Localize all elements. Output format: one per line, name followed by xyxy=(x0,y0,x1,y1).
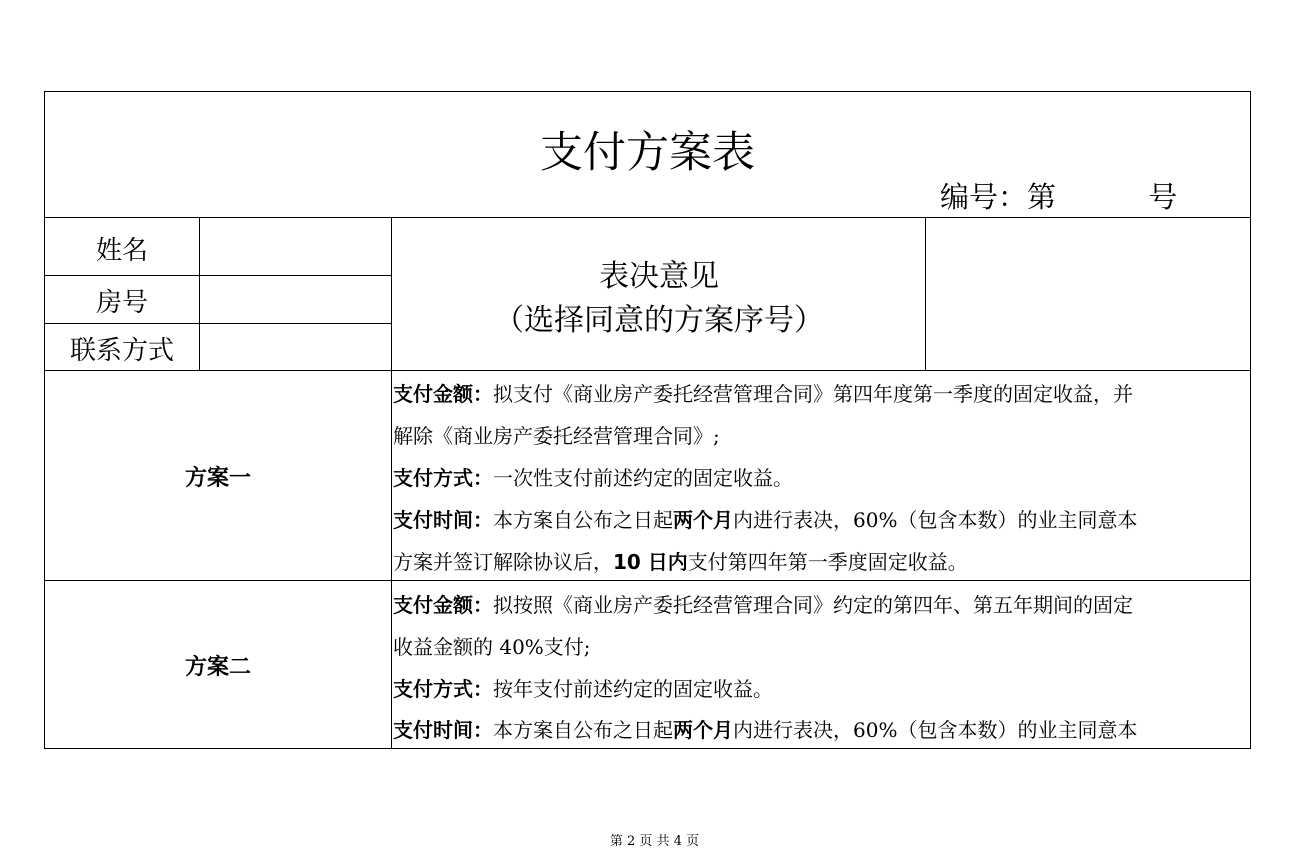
amount-text-cont: 收益金额的 40%支付; xyxy=(393,635,591,659)
plan-one-label: 方案一 xyxy=(184,466,251,491)
time-text-bold: 两个月 xyxy=(673,508,733,532)
plan-one-line xyxy=(393,373,1251,415)
method-text: 一次性支付前述约定的固定收益。 xyxy=(493,466,793,490)
method-label: 支付方式： xyxy=(393,677,493,701)
time-cont-c: 支付第四年第一季度固定收益。 xyxy=(687,550,968,574)
time-text-a: 本方案自公布之日起 xyxy=(493,718,673,742)
vote-heading xyxy=(392,258,926,340)
contact-value-cell[interactable] xyxy=(200,324,391,370)
amount-label: 支付金额： xyxy=(393,382,493,406)
time-text-bold: 两个月 xyxy=(673,718,733,742)
room-value-cell[interactable] xyxy=(200,276,391,323)
page-title: 支付方案表 xyxy=(540,128,755,178)
plan-two-line xyxy=(393,709,1251,751)
amount-text: 拟支付《商业房产委托经营管理合同》第四年度第一季度的固定收益，并 xyxy=(493,382,1133,406)
method-label: 支付方式： xyxy=(393,466,493,490)
name-label: 姓名 xyxy=(95,236,148,266)
time-cont-bold: 10 日内 xyxy=(613,550,688,574)
amount-text-cont: 解除《商业房产委托经营管理合同》; xyxy=(393,424,720,448)
plan-one-line xyxy=(393,415,1251,457)
vote-heading-line1: 表决意见 xyxy=(599,259,719,294)
plan-two-line xyxy=(393,668,1251,710)
room-label: 房号 xyxy=(95,288,148,318)
vote-heading-line2: （选择同意的方案序号） xyxy=(494,303,824,338)
table-border-left xyxy=(44,91,45,749)
plan-two-line xyxy=(393,626,1251,668)
time-text-c: 内进行表决，60%（包含本数）的业主同意本 xyxy=(733,508,1138,532)
time-cont-a: 方案并签订解除协议后， xyxy=(393,550,613,574)
plan-one-line xyxy=(393,499,1251,541)
plan-two-label: 方案二 xyxy=(184,655,251,680)
page-number: 第 2 页 共 4 页 xyxy=(609,834,700,849)
serial-number xyxy=(940,180,1177,214)
table-border-top xyxy=(44,91,1251,92)
name-value-cell[interactable] xyxy=(200,218,391,275)
plan-two-line xyxy=(393,584,1251,626)
amount-text: 拟按照《商业房产委托经营管理合同》约定的第四年、第五年期间的固定 xyxy=(493,593,1133,617)
method-text: 按年支付前述约定的固定收益。 xyxy=(493,677,773,701)
serial-label: 编号：第 xyxy=(940,180,1057,214)
time-label: 支付时间： xyxy=(393,508,493,532)
time-label: 支付时间： xyxy=(393,718,493,742)
plan-one-line xyxy=(393,541,1251,583)
serial-suffix: 号 xyxy=(1148,180,1178,214)
info-divider xyxy=(44,370,1251,371)
plan-one-line xyxy=(393,457,1251,499)
time-text-c: 内进行表决，60%（包含本数）的业主同意本 xyxy=(733,718,1138,742)
contact-label: 联系方式 xyxy=(69,336,174,366)
amount-label: 支付金额： xyxy=(393,593,493,617)
vote-answer-cell[interactable] xyxy=(926,218,1250,370)
time-text-a: 本方案自公布之日起 xyxy=(493,508,673,532)
